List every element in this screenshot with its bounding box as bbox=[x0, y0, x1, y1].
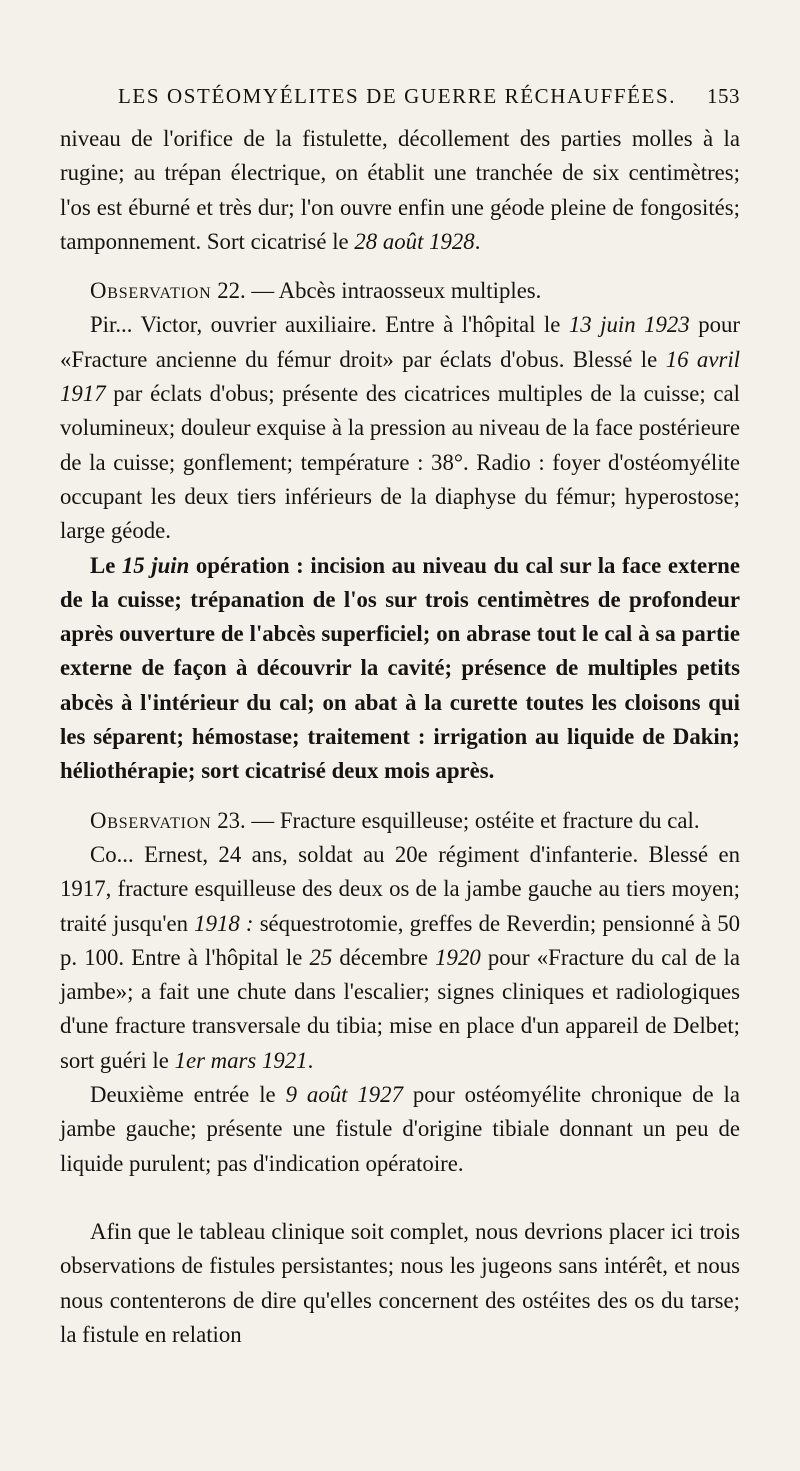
observation-22-heading bbox=[60, 274, 740, 308]
text-run: pour «Fracture du cal de la jambe»; a fait une chute dans l'escalier; signes cliniques et radiologiques d'une fracture transversale du tibia; mise en place d'un appareil de Delbet; sort guéri le bbox=[60, 944, 740, 1073]
text-run: opération : incision au niveau du cal sur la face externe de la cuisse; trépanation de l'os sur trois centimètres de profondeur après ouverture de l'abcès superficiel; on abrase tout le cal à sa partie externe de façon à découvrir la cavité; présence de multiples petits abcès à l'intérieur du cal; on abat à la curette toutes les cloisons qui les séparent; hémostase; traitement : irrigation au liquide de Dakin; héliothérapie; sort cicatrisé deux mois après. bbox=[60, 552, 740, 784]
text-run: pour «Fracture ancienne du fémur droit» par éclats d'obus. Blessé le bbox=[60, 312, 740, 372]
paragraph-continuation bbox=[60, 122, 740, 259]
text-run: niveau de l'orifice de la fistulette, décollement des parties molles à la rugine; au trépan électrique, on établit une tranchée de six centimètres; l'os est éburné et très dur; l'on ouvre enfin une géode pleine de fongosités; tamponnement. Sort cicatrisé le bbox=[60, 126, 740, 254]
text-run: Co... Ernest, 24 ans, soldat au 20e régiment d'infanterie. Blessé en 1917, fracture esquilleuse des deux os de la jambe gauche au tiers moyen; traité jusqu'en bbox=[60, 841, 740, 936]
observation-label: Observation bbox=[90, 278, 212, 304]
observation-23-paragraph bbox=[60, 838, 740, 1078]
text-run: séquestrotomie, greffes de Reverdin; pensionné à 50 p. 100. Entre à l'hôpital le bbox=[60, 910, 740, 970]
date-italic: 1918 : bbox=[194, 910, 254, 936]
page-number: 153 bbox=[707, 84, 740, 108]
running-header bbox=[118, 82, 740, 110]
date-italic: 13 juin 1923 bbox=[568, 312, 690, 338]
observation-title: — Abcès intraosseux multiples. bbox=[245, 278, 542, 304]
observation-23-paragraph bbox=[60, 1078, 740, 1181]
text-run: par éclats d'obus; présente des cicatrices multiples de la cuisse; cal volumineux; douleur exquise à la pression au niveau de la face postérieure de la cuisse; gonflement; température : 38°. Radio : foyer d'ostéomyélite occupant les deux tiers inférieurs de la diaphyse du fémur; hyperostose; large géode. bbox=[60, 381, 740, 544]
date-italic: 25 bbox=[309, 944, 333, 970]
observation-22-paragraph bbox=[60, 549, 740, 789]
date-italic: 1920 bbox=[435, 944, 481, 970]
text-run: . bbox=[474, 228, 481, 254]
observation-title: — Fracture esquilleuse; ostéite et fracture du cal. bbox=[245, 807, 700, 833]
observation-22-paragraph bbox=[60, 308, 740, 548]
date-italic: 15 juin bbox=[121, 552, 190, 578]
text-run: pour ostéomyélite chronique de la jambe gauche; présente une fistule d'origine tibiale donnant un peu de liquide purulent; pas d'indication opératoire. bbox=[60, 1082, 740, 1176]
observation-number: 23. bbox=[217, 807, 246, 833]
running-title: LES OSTÉOMYÉLITES DE GUERRE RÉCHAUFFÉES. bbox=[118, 84, 677, 108]
page-body bbox=[60, 122, 740, 1352]
text-run: décembre bbox=[332, 944, 436, 970]
date-italic: 28 août 1928 bbox=[354, 228, 475, 254]
observation-number: 22. bbox=[217, 278, 246, 304]
text-run: Deuxième entrée le bbox=[90, 1082, 286, 1108]
closing-paragraph: Afin que le tableau clinique soit complet, nous devrions placer ici trois observations de fistules persistantes; nous les jugeons sans intérêt, et nous nous contenterons de dire qu'elles concernent des ostéites des os du tarse; la fistule en relation bbox=[60, 1218, 740, 1347]
date-italic: 1er mars 1921 bbox=[174, 1047, 308, 1073]
date-italic: 9 août 1927 bbox=[285, 1082, 403, 1108]
date-italic: 16 avril 1917 bbox=[60, 346, 740, 407]
observation-label: Observation bbox=[90, 807, 212, 833]
text-run: Pir... Victor, ouvrier auxiliaire. Entre à l'hôpital le bbox=[90, 312, 569, 338]
text-run: Le bbox=[90, 552, 122, 578]
observation-23-heading bbox=[60, 804, 740, 838]
text-run: . bbox=[307, 1047, 314, 1073]
